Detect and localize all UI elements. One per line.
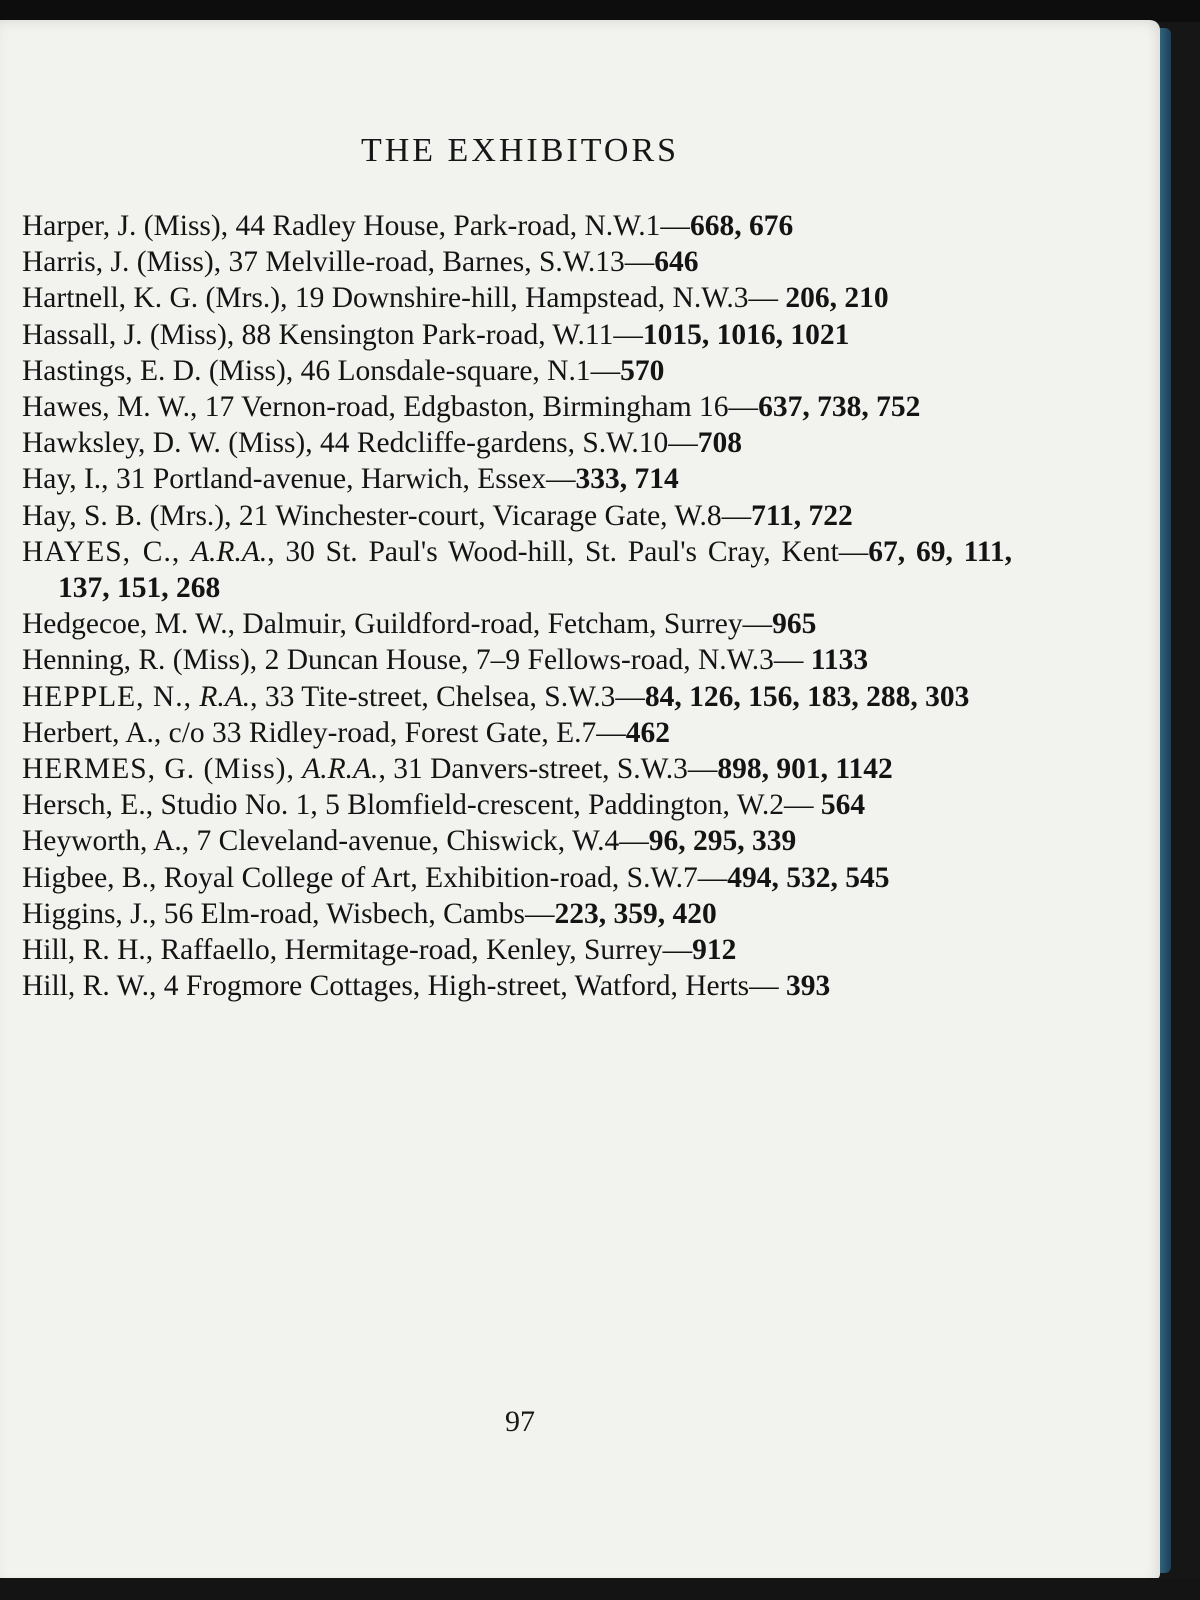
exhibitor-address: 19 Downshire-hill, Hampstead, N.W.3— — [287, 282, 786, 315]
exhibit-numbers: 646 — [654, 246, 699, 279]
exhibitor-address: 17 Vernon-road, Edgbaston, Birmingham 16— — [197, 391, 759, 424]
exhibitor-name: Herbert, A., — [22, 716, 162, 749]
exhibit-numbers: 708 — [697, 427, 742, 460]
exhibitor-name: Hedgecoe, M. W., — [22, 608, 236, 641]
list-item — [22, 317, 1012, 353]
exhibitor-address: 88 Kensington Park-road, W.11— — [234, 318, 643, 351]
exhibit-numbers: 1015, 1016, 1021 — [642, 318, 850, 351]
exhibit-numbers: 494, 532, 545 — [727, 861, 890, 894]
exhibitor-address: Raffaello, Hermitage-road, Kenley, Surrey— — [153, 934, 693, 967]
honour-title: A.R.A. — [302, 753, 379, 786]
book-page — [0, 20, 1160, 1580]
exhibit-numbers: 223, 359, 420 — [554, 897, 717, 930]
exhibit-numbers: 564 — [820, 789, 866, 822]
exhibitor-name: Hill, R. H., — [22, 934, 154, 967]
exhibitor-name: Hastings, E. D. (Miss), — [22, 354, 294, 387]
exhibit-numbers: 1133 — [810, 644, 869, 677]
scan-top-border — [0, 0, 1200, 22]
list-item — [22, 606, 1012, 642]
exhibitor-name: Higbee, B., — [22, 861, 157, 894]
exhibit-numbers: 965 — [772, 608, 817, 641]
honour-title: R.A. — [199, 680, 251, 713]
exhibitor-name: Hay, S. B. (Mrs.), — [22, 499, 232, 532]
exhibitor-name: Higgins, J., — [22, 897, 157, 930]
page-number: 97 — [505, 1405, 535, 1438]
list-item — [22, 498, 1012, 534]
list-item — [22, 751, 1012, 787]
list-item — [22, 534, 1012, 606]
exhibitor-list — [22, 208, 1012, 1004]
exhibitor-address: Studio No. 1, 5 Blomfield-crescent, Paddington, W.2— — [153, 789, 821, 822]
list-item — [22, 389, 1012, 425]
honour-title: A.R.A. — [191, 535, 268, 568]
exhibitor-address: 2 Duncan House, 7–9 Fellows-road, N.W.3— — [257, 644, 811, 677]
exhibitor-address: c/o 33 Ridley-road, Forest Gate, E.7— — [161, 716, 626, 749]
exhibitor-name: Hay, I., — [22, 463, 109, 496]
exhibitor-address: 31 Portland-avenue, Harwich, Essex— — [108, 463, 576, 496]
list-item — [22, 787, 1012, 823]
exhibit-numbers: 333, 714 — [575, 463, 679, 496]
exhibitor-name: Hersch, E., — [22, 789, 154, 822]
exhibit-numbers: 462 — [625, 716, 671, 749]
list-item — [22, 353, 1012, 389]
exhibit-numbers: 393 — [786, 970, 831, 1003]
exhibit-numbers: 711, 722 — [751, 499, 853, 532]
exhibitor-name: Hawes, M. W., — [22, 391, 198, 424]
exhibitor-name: HERMES, G. (Miss), — [22, 753, 295, 786]
exhibitor-name: Hassall, J. (Miss), — [22, 318, 235, 351]
exhibit-numbers: 206, 210 — [785, 282, 889, 315]
page-title: THE EXHIBITORS — [360, 132, 680, 169]
exhibitor-address: Royal College of Art, Exhibition-road, S.W.7— — [156, 861, 728, 894]
exhibitor-address: 56 Elm-road, Wisbech, Cambs— — [156, 897, 555, 930]
exhibitor-address: , 31 Danvers-street, S.W.3— — [378, 753, 718, 786]
exhibitor-address: 44 Radley House, Park-road, N.W.1— — [228, 210, 690, 242]
exhibitor-address: 37 Melville-road, Barnes, S.W.13— — [221, 246, 655, 279]
list-item — [22, 642, 1012, 678]
list-item — [22, 715, 1012, 751]
list-item — [22, 244, 1012, 280]
exhibitor-address: 44 Redcliffe-gardens, S.W.10— — [312, 427, 698, 460]
exhibitor-address: Dalmuir, Guildford-road, Fetcham, Surrey— — [235, 608, 773, 641]
list-item — [22, 896, 1012, 932]
list-item — [22, 461, 1012, 497]
list-item — [22, 679, 1012, 715]
list-item — [22, 968, 1012, 1004]
list-item — [22, 932, 1012, 968]
exhibitor-address: , 33 Tite-street, Chelsea, S.W.3— — [250, 680, 645, 713]
exhibitor-name: Henning, R. (Miss), — [22, 644, 258, 677]
exhibit-numbers: 912 — [692, 934, 737, 967]
exhibit-numbers: 637, 738, 752 — [758, 391, 921, 424]
list-item — [22, 425, 1012, 461]
exhibit-numbers: 96, 295, 339 — [648, 825, 797, 858]
exhibitor-address: 4 Frogmore Cottages, High-street, Watford, Herts— — [156, 970, 786, 1003]
exhibitor-name: Hill, R. W., — [22, 970, 157, 1003]
exhibitor-address: , 30 St. Paul's Wood-hill, St. Paul's Cray, Kent— — [267, 535, 869, 568]
list-item — [22, 280, 1012, 316]
exhibit-numbers: 67, 69, 111, 137, 151, 268 — [58, 535, 1012, 605]
exhibitor-address: 21 Winchester-court, Vicarage Gate, W.8— — [231, 499, 752, 532]
exhibitor-name: Hawksley, D. W. (Miss), — [22, 427, 313, 460]
list-item — [22, 208, 1012, 244]
exhibitor-address: 46 Lonsdale-square, N.1— — [293, 354, 621, 387]
exhibit-numbers: 570 — [620, 354, 665, 387]
exhibit-numbers: 668, 676 — [689, 210, 794, 242]
exhibitor-name: HEPPLE, N., — [22, 680, 192, 713]
exhibitor-name: Harris, J. (Miss), — [22, 246, 222, 279]
exhibit-numbers: 898, 901, 1142 — [717, 753, 893, 786]
exhibit-numbers: 84, 126, 156, 183, 288, 303 — [644, 680, 970, 713]
exhibitor-name: Harper, J. (Miss), — [22, 210, 229, 242]
exhibitor-name: Hartnell, K. G. (Mrs.), — [22, 282, 288, 315]
list-item — [22, 860, 1012, 896]
scan-bottom-border — [0, 1578, 1200, 1600]
exhibitor-address: 7 Cleveland-avenue, Chiswick, W.4— — [189, 825, 649, 858]
exhibitor-name: Heyworth, A., — [22, 825, 190, 858]
exhibitor-name: HAYES, C., — [22, 535, 181, 568]
list-item — [22, 823, 1012, 859]
